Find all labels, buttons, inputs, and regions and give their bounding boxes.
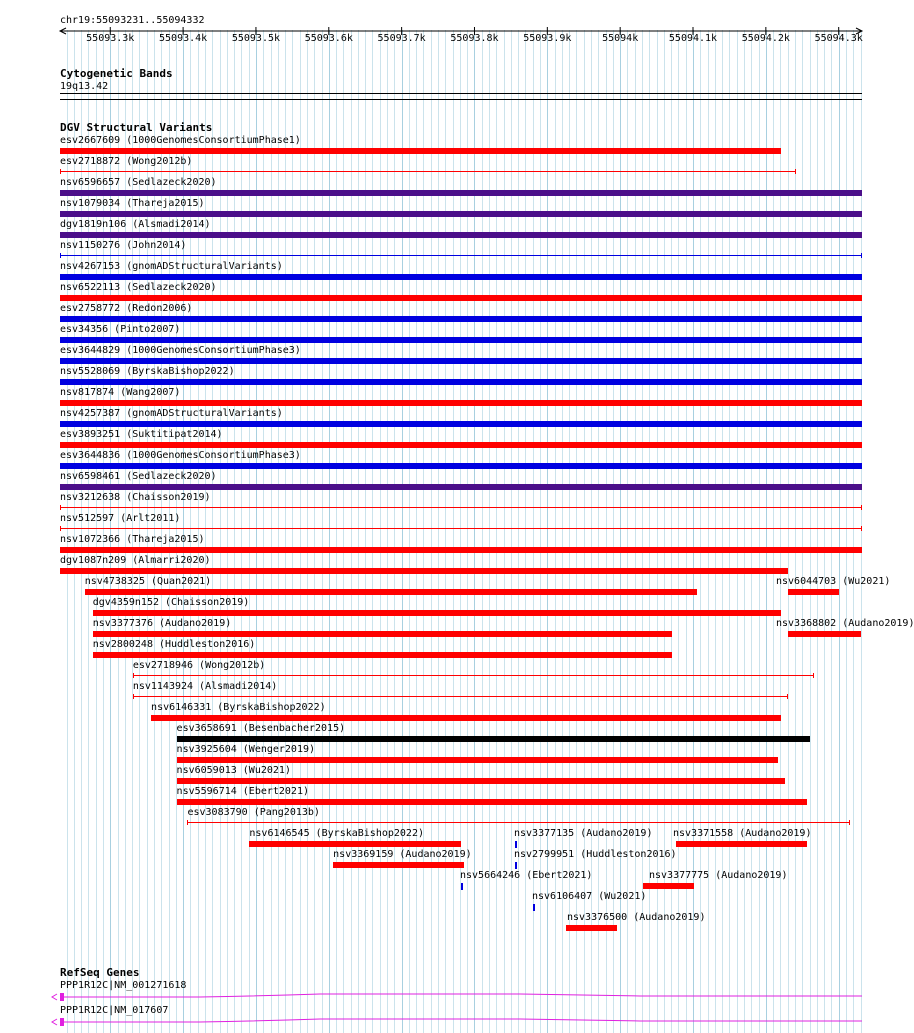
ruler-tick-label: 55094.3k <box>814 33 863 44</box>
dgv-track-title: DGV Structural Variants <box>60 121 213 134</box>
ruler-tick-label: 55094.1k <box>668 33 718 44</box>
sv-feature-label: nsv1072366 (Thareja2015) <box>60 534 205 545</box>
strand-arrow-icon <box>52 994 57 1000</box>
refseq-track-title: RefSeq Genes <box>60 966 140 979</box>
sv-feature-label: nsv4267153 (gnomADStructuralVariants) <box>60 261 283 272</box>
sv-feature-label: nsv6044703 (Wu2021) <box>776 576 891 587</box>
sv-feature-label: nsv3369159 (Audano2019) <box>333 849 472 860</box>
sv-feature-label: esv3893251 (Suktitipat2014) <box>60 429 223 440</box>
sv-feature-label: nsv2799951 (Huddleston2016) <box>514 849 677 860</box>
ruler-tick-label: 55094k <box>602 33 639 44</box>
sv-feature-label: nsv512597 (Arlt2011) <box>60 513 181 524</box>
sv-feature-label: nsv3368802 (Audano2019) <box>776 618 914 629</box>
transcript-nm-001271618[interactable] <box>52 993 862 1001</box>
sv-feature-label: nsv4257387 (gnomADStructuralVariants) <box>60 408 283 419</box>
sv-feature-label: esv2667609 (1000GenomesConsortiumPhase1) <box>60 135 301 146</box>
ruler-tick-label: 55093.8k <box>450 33 499 44</box>
sv-feature-label: nsv6146331 (ByrskaBishop2022) <box>151 702 326 713</box>
sv-feature-label: esv34356 (Pinto2007) <box>60 324 181 335</box>
locus-label: chr19:55093231..55094332 <box>60 15 205 26</box>
sv-feature-label: nsv4738325 (Quan2021) <box>84 576 212 587</box>
ruler-tick-label: 55093.9k <box>523 33 572 44</box>
transcript-nm-017607[interactable] <box>52 1018 862 1026</box>
transcript-label[interactable]: PPP1R12C|NM_001271618 <box>60 980 187 991</box>
sv-feature-label: nsv3371558 (Audano2019) <box>673 828 812 839</box>
sv-feature-label: nsv6146545 (ByrskaBishop2022) <box>249 828 424 839</box>
strand-arrow-icon <box>52 1019 57 1025</box>
sv-feature-label: esv3658691 (Besenbacher2015) <box>176 723 346 734</box>
sv-feature-label: nsv3377135 (Audano2019) <box>514 828 653 839</box>
cytoband-label[interactable]: 19q13.42 <box>60 81 109 92</box>
sv-feature-label: esv3644829 (1000GenomesConsortiumPhase3) <box>60 345 301 356</box>
sv-feature-label: nsv2800248 (Huddleston2016) <box>92 639 256 650</box>
transcript-label[interactable]: PPP1R12C|NM_017607 <box>60 1005 169 1016</box>
sv-feature-label: nsv6522113 (Sedlazeck2020) <box>60 282 217 293</box>
ruler-tick-label: 55093.5k <box>231 33 281 44</box>
sv-feature-label: nsv1150276 (John2014) <box>60 240 187 251</box>
sv-feature-label: nsv1079034 (Thareja2015) <box>60 198 205 209</box>
ruler-tick-label: 55093.7k <box>377 33 426 44</box>
sv-feature-label: nsv5664246 (Ebert2021) <box>460 870 593 881</box>
ruler-tick-label: 55093.3k <box>86 33 135 44</box>
sv-feature-label: dgv4359n152 (Chaisson2019) <box>92 597 250 608</box>
sv-feature-label: esv2758772 (Redon2006) <box>60 303 193 314</box>
sv-feature-label: nsv5528069 (ByrskaBishop2022) <box>60 366 235 377</box>
sv-feature-label: nsv6596657 (Sedlazeck2020) <box>60 177 217 188</box>
sv-feature-label: nsv5596714 (Ebert2021) <box>176 786 309 797</box>
sv-feature-label: nsv1143924 (Alsmadi2014) <box>132 681 278 692</box>
sv-feature-label: esv3083790 (Pang2013b) <box>187 807 320 818</box>
sv-feature-label: esv2718946 (Wong2012b) <box>132 660 266 671</box>
sv-feature-label: dgv1819n106 (Alsmadi2014) <box>60 219 211 230</box>
sv-feature-label: nsv3212638 (Chaisson2019) <box>60 492 211 503</box>
cytoband-track-title: Cytogenetic Bands <box>60 67 173 80</box>
sv-feature-label: nsv3377376 (Audano2019) <box>92 618 232 629</box>
sv-feature-label: nsv6106407 (Wu2021) <box>532 891 647 902</box>
sv-feature-label: nsv6598461 (Sedlazeck2020) <box>60 471 217 482</box>
ruler-tick-label: 55093.4k <box>159 33 208 44</box>
sv-feature-label: esv2718872 (Wong2012b) <box>60 156 193 167</box>
sv-feature-label: nsv3376500 (Audano2019) <box>567 912 706 923</box>
sv-feature-label: nsv3377775 (Audano2019) <box>649 870 788 881</box>
sv-feature-label: nsv6059013 (Wu2021) <box>176 765 291 776</box>
ruler-tick-label: 55094.2k <box>741 33 790 44</box>
sv-feature-label: esv3644836 (1000GenomesConsortiumPhase3) <box>60 450 301 461</box>
sv-feature-label: nsv817874 (Wang2007) <box>60 387 181 398</box>
sv-feature-label: dgv1087n209 (Almarri2020) <box>60 555 211 566</box>
sv-feature-label: nsv3925604 (Wenger2019) <box>176 744 316 755</box>
ruler-tick-label: 55093.6k <box>304 33 353 44</box>
